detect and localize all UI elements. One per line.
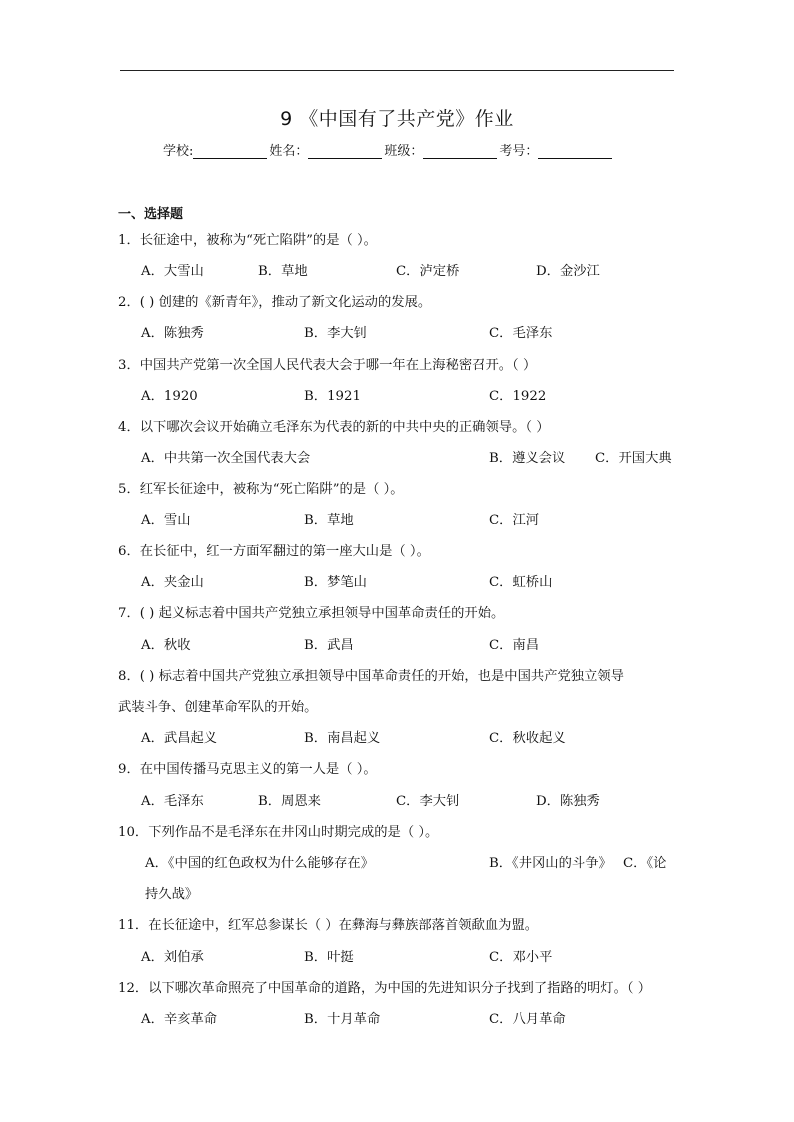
option-b[interactable]: B．李大钊 bbox=[304, 326, 367, 341]
option-a[interactable]: A．雪山 bbox=[141, 513, 191, 528]
option-c[interactable]: C．虹桥山 bbox=[489, 575, 553, 590]
question-stem: 1．长征途中，被称为“死亡陷阱”的是（ ）。 bbox=[118, 233, 377, 248]
option-b[interactable]: B．叶挺 bbox=[304, 950, 354, 965]
option-b[interactable]: B．梦笔山 bbox=[304, 575, 367, 590]
option-a[interactable]: A．中共第一次全国代表大会 bbox=[141, 451, 311, 466]
option-c[interactable]: C．1922 bbox=[489, 389, 547, 404]
question-stem: 10．下列作品不是毛泽东在井冈山时期完成的是（ ）。 bbox=[118, 825, 439, 840]
question-stem: 2．( ) 创建的《新青年》，推动了新文化运动的发展。 bbox=[118, 295, 432, 310]
option-a[interactable]: A．陈独秀 bbox=[141, 326, 204, 341]
option-a[interactable]: A．秋收 bbox=[141, 638, 191, 653]
option-a[interactable]: A．大雪山 bbox=[141, 264, 204, 279]
option-c[interactable]: C．开国大典 bbox=[595, 451, 672, 466]
option-c[interactable]: C．李大钊 bbox=[396, 794, 460, 809]
section-title: 一、选择题 bbox=[118, 207, 184, 222]
option-c[interactable]: C．毛泽东 bbox=[489, 326, 553, 341]
option-c[interactable]: C．秋收起义 bbox=[489, 731, 566, 746]
class-field[interactable] bbox=[423, 144, 497, 159]
question-stem: 12．以下哪次革命照亮了中国革命的道路，为中国的先进知识分子找到了指路的明灯。（ ） bbox=[118, 981, 652, 996]
option-b[interactable]: B．十月革命 bbox=[304, 1012, 381, 1027]
option-b[interactable]: B．1921 bbox=[304, 389, 361, 404]
question-stem-continued: 武装斗争、创建革命军队的开始。 bbox=[118, 700, 318, 715]
option-a[interactable]: A．辛亥革命 bbox=[141, 1012, 218, 1027]
question-stem: 4．以下哪次会议开始确立毛泽东为代表的新的中共中央的正确领导。（ ） bbox=[118, 420, 550, 435]
header-rule bbox=[120, 70, 674, 71]
option-d[interactable]: D．金沙江 bbox=[536, 264, 600, 279]
student-info-line bbox=[163, 140, 614, 159]
option-b[interactable]: B．遵义会议 bbox=[489, 451, 566, 466]
option-b[interactable]: B．《井冈山的斗争》 bbox=[489, 856, 612, 871]
question-stem: 5．红军长征途中，被称为“死亡陷阱”的是（ ）。 bbox=[118, 482, 404, 497]
option-a[interactable]: A．《中国的红色政权为什么能够存在》 bbox=[145, 856, 374, 871]
name-label: 姓名： bbox=[269, 144, 309, 159]
option-c-continued[interactable]: 持久战》 bbox=[145, 887, 199, 902]
question-stem: 8．( ) 标志着中国共产党独立承担领导中国革命责任的开始，也是中国共产党独立领导 bbox=[118, 669, 624, 684]
question-stem: 7．( ) 起义标志着中国共产党独立承担领导中国革命责任的开始。 bbox=[118, 606, 505, 621]
option-a[interactable]: A．刘伯承 bbox=[141, 950, 204, 965]
exam-number-field[interactable] bbox=[538, 144, 612, 159]
option-a[interactable]: A．1920 bbox=[141, 389, 198, 404]
option-a[interactable]: A．武昌起义 bbox=[141, 731, 218, 746]
option-c[interactable]: C．江河 bbox=[489, 513, 540, 528]
option-c[interactable]: C．邓小平 bbox=[489, 950, 553, 965]
option-b[interactable]: B．周恩来 bbox=[258, 794, 321, 809]
option-a[interactable]: A．毛泽东 bbox=[141, 794, 204, 809]
option-b[interactable]: B．草地 bbox=[304, 513, 354, 528]
option-b[interactable]: B．武昌 bbox=[304, 638, 354, 653]
option-c[interactable]: C．泸定桥 bbox=[396, 264, 460, 279]
option-c[interactable]: C．南昌 bbox=[489, 638, 540, 653]
school-label: 学校: bbox=[163, 144, 194, 159]
name-field[interactable] bbox=[308, 144, 382, 159]
question-stem: 9．在中国传播马克思主义的第一人是（ ）。 bbox=[118, 762, 377, 777]
option-b[interactable]: B．草地 bbox=[258, 264, 308, 279]
question-stem: 3．中国共产党第一次全国人民代表大会于哪一年在上海秘密召开。（ ） bbox=[118, 358, 537, 373]
exam-number-label: 考号： bbox=[499, 144, 539, 159]
class-label: 班级： bbox=[384, 144, 424, 159]
option-a[interactable]: A．夹金山 bbox=[141, 575, 204, 590]
option-c[interactable]: C．八月革命 bbox=[489, 1012, 566, 1027]
option-b[interactable]: B．南昌起义 bbox=[304, 731, 381, 746]
question-stem: 6．在长征中，红一方面军翻过的第一座大山是（ ）。 bbox=[118, 544, 430, 559]
option-c[interactable]: C．《论 bbox=[623, 856, 667, 871]
page-title: 9 《中国有了共产党》作业 bbox=[280, 108, 514, 130]
school-field[interactable] bbox=[193, 144, 267, 159]
option-d[interactable]: D．陈独秀 bbox=[536, 794, 600, 809]
question-stem: 11．在长征途中，红军总参谋长（ ）在彝海与彝族部落首领歃血为盟。 bbox=[118, 918, 539, 933]
